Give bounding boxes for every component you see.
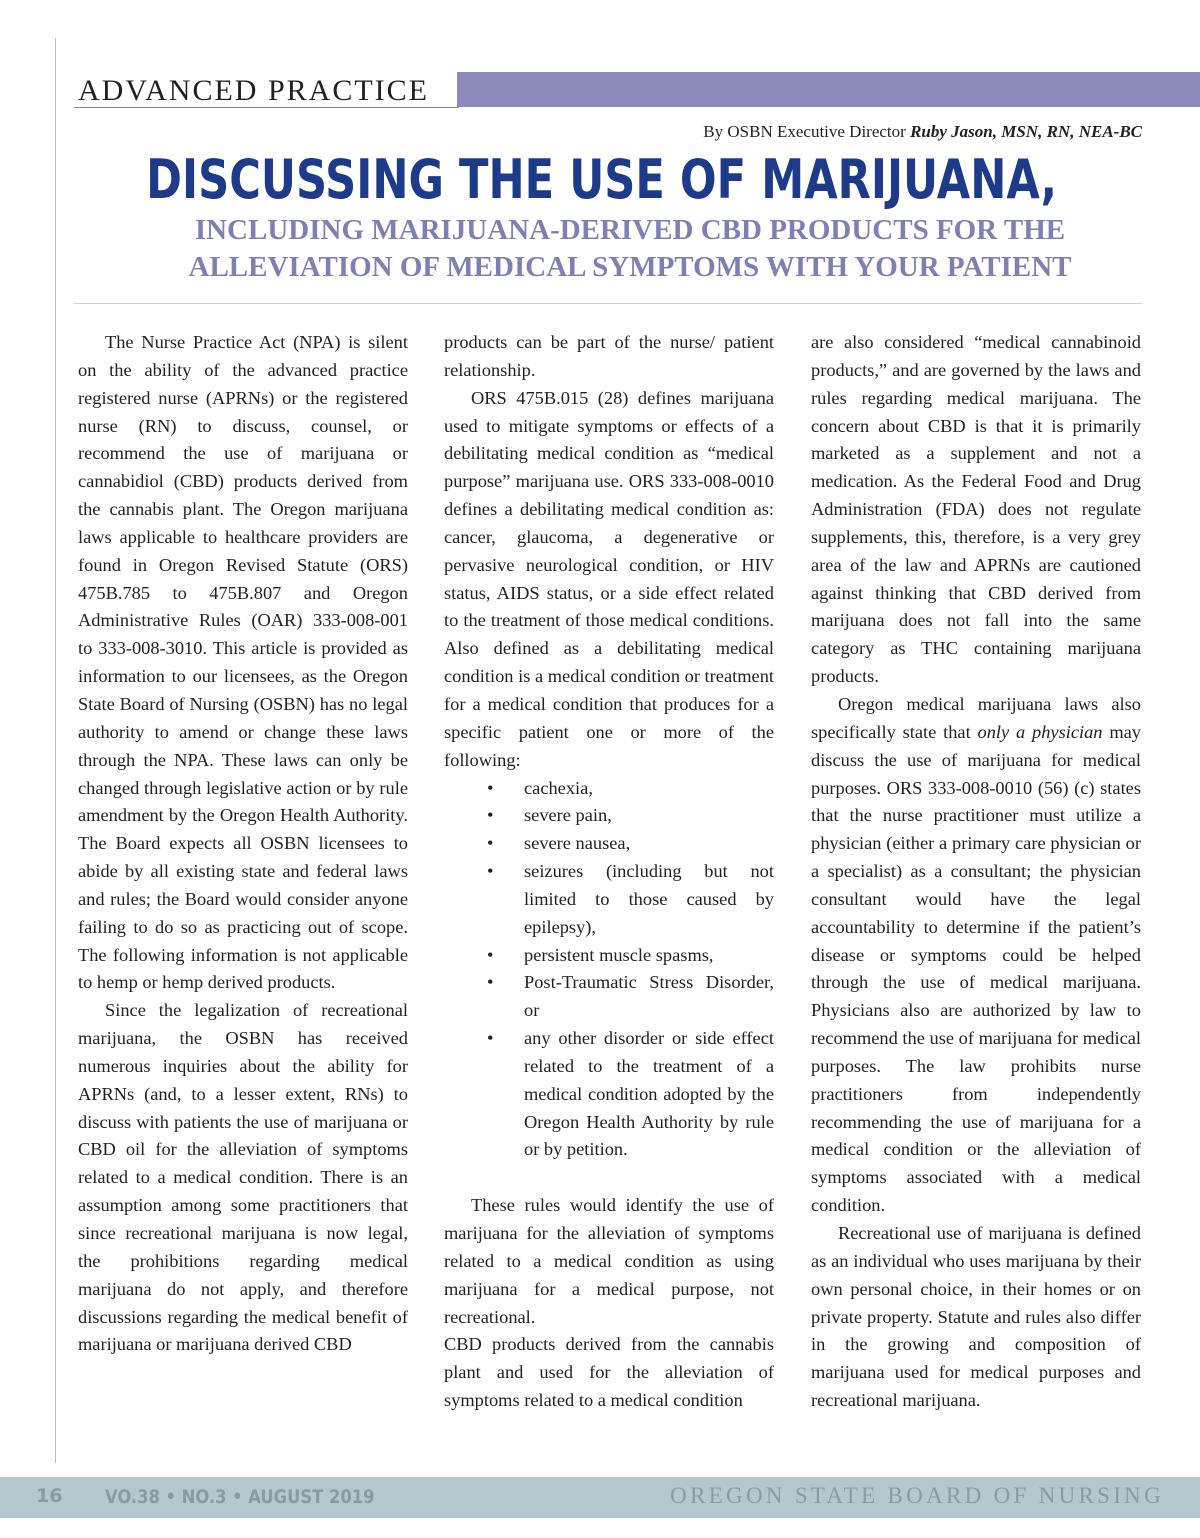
publication-name: OREGON STATE BOARD OF NURSING (670, 1483, 1164, 1508)
list-item-text: persistent muscle spasms, (524, 944, 714, 965)
list-item-text: cachexia, (524, 777, 593, 798)
section-color-bar (457, 72, 1200, 107)
paragraph: Since the legalization of recreational marijuana, the OSBN has received numerous inquiries about the ability for APRNs (and, to a lesser extent, RNs) to discuss with patients the use of marijuana or CBD oil for the alleviation of symptoms related to a medical condition. There is an assumption among some practitioners that since recreational marijuana is now legal, the prohibitions regarding medical marijuana do not apply, and therefore discussions regarding the medical benefit of marijuana or marijuana derived CBD (78, 1000, 408, 1355)
paragraph: products can be part of the nurse/ patient relationship. (444, 332, 774, 380)
paragraph-text: may discuss the use of marijuana for medical purposes. ORS 333-008-0010 (56) (c) states that the nurse practitioner must utilize a physician (either a primary care physician or a specialist) as a consultant; the physician consultant would have the legal accountability to determine if the patient’s disease or symptoms could be helped through the use of medical marijuana. Physicians also are authorized by law to recommend the use of marijuana for medical purposes. The law prohibits nurse practitioners from independently recommending the use of marijuana for a medical condition or the alleviation of symptoms associated with a medical condition. (811, 721, 1141, 1216)
section-underline (74, 107, 459, 108)
bullet-icon: • (487, 777, 494, 798)
paragraph: The Nurse Practice Act (NPA) is silent on the ability of the advanced practice registered nurse (APRNs) or the registered nurse (RN) to discuss, counsel, or recommend the use of marijuana or cannabidiol (CBD) products derived from the cannabis plant. The Oregon marijuana laws applicable to healthcare providers are found in Oregon Revised Statute (ORS) 475B.785 to 475B.807 and Oregon Administrative Rules (OAR) 333-008-001 to 333-008-3010. This article is provided as information to our licensees, as the Oregon State Board of Nursing (OSBN) has no legal authority to amend or change these laws through the NPA. These laws can only be changed through legislative action or by rule amendment by the Oregon Health Authority. The Board expects all OSBN licensees to abide by all existing state and federal laws and rules; the Board would consider anyone failing to do so as practicing out of scope. The following information is not applicable to hemp or hemp derived products. (78, 332, 408, 993)
bullet-icon: • (487, 861, 494, 882)
article-subtitle (60, 212, 1200, 286)
bullet-icon: • (487, 944, 494, 965)
text-column-2 (444, 329, 774, 1415)
paragraph: are also considered “medical cannabinoid products,” and are governed by the laws and rules regarding medical marijuana. The concern about CBD is that it is primarily marketed as a supplement and not a medication. As the Federal Food and Drug Administration (FDA) does not regulate supplements, this, therefore, is a very grey area of the law and APRNs are cautioned against thinking that CBD derived from marijuana does not fall into the same category as THC containing marijuana products. (811, 332, 1141, 687)
margin-rule (55, 38, 56, 1463)
list-item-text: severe pain, (524, 805, 612, 826)
list-item-text: seizures (including but not limited to those caused by epilepsy), (524, 861, 774, 937)
paragraph (811, 691, 1141, 1220)
list-item-text: any other disorder or side effect related to the treatment of a medical condition adopted by the Oregon Health Authority by rule or by petition. (524, 1028, 774, 1160)
bullet-icon: • (487, 833, 494, 854)
byline-prefix: By OSBN Executive Director (703, 122, 911, 141)
list-item-text: Post-Traumatic Stress Disorder, or (524, 972, 774, 1021)
text-column-1 (78, 329, 408, 1359)
byline-author: Ruby Jason, MSN, RN, NEA-BC (910, 122, 1142, 141)
list-item (487, 830, 774, 858)
list-item-text: severe nausea, (524, 833, 631, 854)
paragraph-text: Oregon medical marijuana laws also specifically state that (811, 693, 1141, 742)
list-item (487, 1025, 774, 1164)
list-item (487, 775, 774, 803)
text-column-3 (811, 329, 1141, 1415)
list-item (487, 969, 774, 1025)
paragraph: CBD products derived from the cannabis plant and used for the alleviation of symptoms related to a medical condition (444, 1334, 774, 1411)
bullet-icon: • (487, 1028, 494, 1049)
emphasis-text: only a physician (977, 721, 1103, 742)
byline (703, 122, 1142, 142)
article-title: DISCUSSING THE USE OF MARIJUANA, (146, 148, 1058, 211)
subtitle-line-2: ALLEVIATION OF MEDICAL SYMPTOMS WITH YOUR PATIENT (188, 251, 1072, 283)
list-item (487, 802, 774, 830)
list-item (487, 942, 774, 970)
issue-info: VO.38 • NO.3 • AUGUST 2019 (105, 1486, 375, 1508)
subtitle-line-1: INCLUDING MARIJUANA-DERIVED CBD PRODUCTS FOR THE (194, 214, 1066, 246)
title-divider (74, 303, 1142, 304)
paragraph: ORS 475B.015 (28) defines marijuana used to mitigate symptoms or effects of a debilitating medical condition as “medical purpose” marijuana use. ORS 333-008-0010 defines a debilitating medical condition as: cancer, glaucoma, a degenerative or pervasive neurological condition, or HIV status, AIDS status, or a side effect related to the treatment of those medical conditions. Also defined as a debilitating medical condition is a medical condition or treatment for a medical condition that produces for a specific patient one or more of the following: (444, 387, 774, 770)
page-number: 16 (36, 1485, 63, 1507)
bullet-icon: • (487, 972, 494, 993)
list-item (487, 858, 774, 942)
condition-list (444, 775, 774, 1165)
paragraph: These rules would identify the use of marijuana for the alleviation of symptoms related to a medical condition as using marijuana for a medical purpose, not recreational. (444, 1195, 774, 1327)
section-label: ADVANCED PRACTICE (78, 74, 429, 107)
bullet-icon: • (487, 805, 494, 826)
paragraph: Recreational use of marijuana is defined as an individual who uses marijuana by their own personal choice, in their homes or on private property. Statute and rules also differ in the growing and composition of marijuana used for medical purposes and recreational marijuana. (811, 1223, 1141, 1411)
